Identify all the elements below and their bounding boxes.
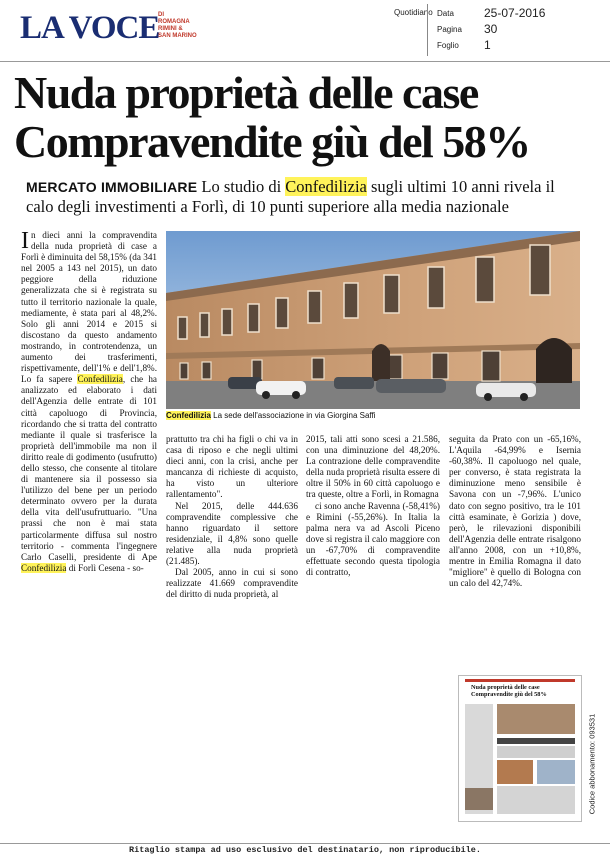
thumbnail-headline: Nuda proprietà delle case Compravendite giù del 58% [471,684,547,698]
paper-type: Quotidiano [394,8,433,17]
page-thumbnail [458,675,582,822]
drop-cap: I [21,228,29,254]
article-column-2 [166,434,298,600]
photo-caption: Confedilizia La sede dell'associazione in via Giorgina Saffi [166,411,376,420]
footer-divider [0,843,610,844]
subscription-code: Codice abbonamento: 093531 [587,713,597,815]
publication-meta [427,4,610,56]
newspaper-logo: LA VOCE [20,10,160,46]
article-headline: Nuda proprietà delle case Compravendite giù del 58% [14,67,530,167]
paragraph: seguita da Prato con un -65,16%, L'Aquila -64,99% e Isernia -60,38%. Il capoluogo nel quale, per converso, è stata registrata la diminuzione meno sensibile è Savona con un -7,96%. L'unico dato con segno positivo, tra le 101 città esaminate, è Gorizia ) dove, però, le rilevazioni disponibili dell'Agenzia delle entrate risalgono all'anno 2008, con un +10,8%, mentre in Emilia Romagna il dato "migliore" è quello di Bologna con un calo del 42,74%. [449,434,581,589]
highlighted-term: Confedilizia [21,562,67,573]
masthead-divider [0,61,610,62]
edition-label: DI ROMAGNA RIMINI & SAN MARINO [158,12,197,39]
meta-date: Data 25-07-2016 [437,6,546,20]
article-column-4 [449,434,581,589]
building-photo [166,231,580,409]
clipping-notice: Ritaglio stampa ad uso esclusivo del destinatario, non riproducibile. [129,845,481,855]
meta-sheet: Foglio 1 [437,38,491,52]
article-subheadline: MERCATO IMMOBILIARE Lo studio di Confedilizia sugli ultimi 10 anni rivela il calo degli investimenti a Forlì, di 10 punti superiore alla media nazionale [26,177,555,216]
paragraph: 2015, tali atti sono scesi a 21.586, con una diminuzione del 48,20%. La contrazione delle compravendite della nuda proprietà risulta essere di oltre il 50% in 60 città capoluogo e tra queste, oltre a Forlì, in Romagna [306,434,440,500]
article-column-3 [306,434,440,578]
paragraph: Nel 2015, delle 444.636 compravendite complessive che hanno riguardato il settore residenziale, il 4,8% sono quelle relative alla nuda proprietà (21.485). [166,500,298,567]
paragraph: In dieci anni la compravendita della nuda proprietà di case a Forlì è diminuita del 58,15% (da 341 nel 2005 a 143 nel 2015), un dato peggiore della riduzione generalizzata che si è registrata su tutto il territorio nazionale la quale, mediamente, è stata pari al 48,2%. Solo gli anni 2014 e 2015 si discostano da questo andamento mostrando, in controtendenza, un aumento dei trasferimenti, rispettivamente, dell'1% e dell'1,8%. Lo fa sapere Confedilizia, che ha analizzato ed elaborato i dati dell'Agenzia delle entrate di 101 città capoluogo di Provincia, ricordando che si tratta del contratto mediante il quale si trasferisce la proprietà dell'immobile ma non il diritto reale di godimento (usufrutto) dello stesso, che consente al titolare di mantenere sia il possesso sia l'utilizzo del bene per un periodo determinato ovvero per la durata della vita dell'usufruttuario. "Una prassi che non è mai stata particolarmente diffusa sul nostro territorio - commenta l'ingegnere Carlo Caselli, presidente di Ape Confedilizia di Forlì Cesena - so- [21,228,158,573]
caption-label: Confedilizia [166,411,211,420]
paragraph: prattutto tra chi ha figli o chi va in casa di riposo e che negli ultimi dieci anni, con la crisi, anche per mancanza di richieste di acquisto, ha visto un ulteriore rallentamento". [166,434,298,500]
paragraph: Dal 2005, anno in cui si sono realizzate 41.669 compravendite del diritto di nuda proprietà, al [166,567,298,600]
highlighted-term: Confedilizia [77,374,123,385]
highlighted-term: Confedilizia [285,177,367,196]
article-column-1 [21,230,157,574]
meta-page: Pagina 30 [437,22,498,36]
kicker: MERCATO IMMOBILIARE [26,179,198,195]
paragraph: ci sono anche Ravenna (-58,41%) e Rimini (-55,26%). In Italia la palma nera va ad Ascoli Piceno dove si registra il calo maggiore con un -67,70% di compravendite effettuate secondo questa tipologia di contratto, [306,500,440,578]
